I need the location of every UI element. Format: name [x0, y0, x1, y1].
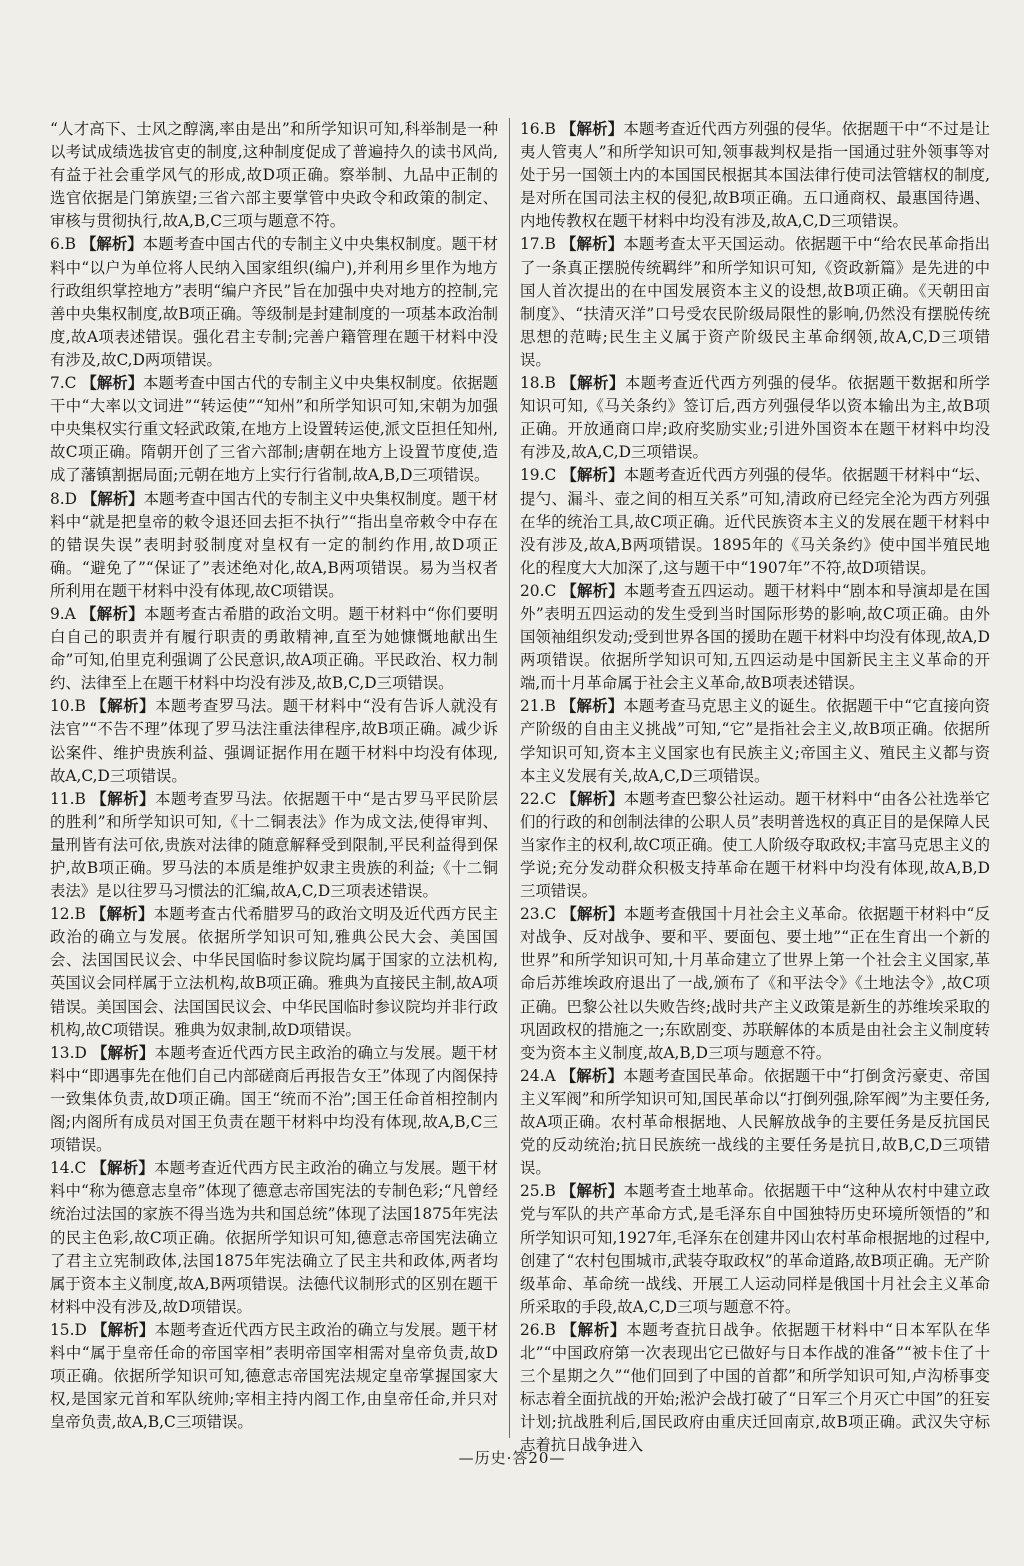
answer-number: 10.B: [50, 697, 86, 716]
answer-number: 7.C: [50, 374, 77, 393]
analysis-tag: 【解析】: [81, 374, 144, 393]
answer-explanation: 本题考查中国古代的专制主义中央集权制度。依据题干中“大率以文词进”“转运使”“知州”和所学知识可知,宋朝为加强中央集权实行重文轻武政策,在地方上设置转运使,派文臣担任知州,故C项正确。隋朝开创了三省六部制;唐朝在地方上设置节度使,造成了藩镇割据局面;元朝在地方上实行行省制,故A,B,D三项错误。: [50, 374, 498, 485]
answer-explanation: 本题考查太平天国运动。依据题干中“给农民革命指出了一条真正摆脱传统羁绊”和所学知识可知,《资政新篇》是先进的中国人首次提出的在中国发展资本主义的设想,故B项正确。《天朝田亩制度》、“扶清灭洋”口号受农民阶级局限性的影响,仍然没有摆脱传统思想的范畴;民生主义属于资产阶级民主革命纲领,故A,C,D三项错误。: [520, 235, 990, 369]
answer-item: [520, 695, 990, 787]
analysis-tag: 【解析】: [560, 1182, 624, 1201]
answer-explanation: 本题考查古希腊的政治文明。题干材料中“你们要明白自己的职责并有履行职责的勇敢精神,直至为她慷慨地献出生命”可知,伯里克利强调了公民意识,故A项正确。平民政治、权力制约、法律至上在题干材料中均没有涉及,故B,C,D三项错误。: [50, 604, 498, 693]
analysis-tag: 【解析】: [91, 1159, 155, 1178]
answer-item: [50, 1042, 498, 1157]
answer-number: 12.B: [50, 905, 86, 924]
answer-item: [50, 603, 498, 695]
answer-explanation: 本题考查罗马法。依据题干中“是古罗马平民阶层的胜利”和所学知识可知,《十二铜表法》作为成文法,使得审判、量刑皆有法可依,贵族对法律的随意解释受到限制,平民利益得到保护,故B项正确。罗马法的本质是维护奴隶主贵族的利益;《十二铜表法》是以往罗马习惯法的汇编,故A,C,D三项表述错误。: [50, 789, 498, 901]
answer-number: 20.C: [520, 581, 557, 600]
answer-item: [520, 1319, 990, 1458]
analysis-tag: 【解析】: [560, 120, 624, 138]
answer-explanation: 本题考查五四运动。题干材料中“剧本和导演却是在国外”表明五四运动的发生受到当时国际形势的影响,故C项正确。由外国领袖组织发动;受到世界各国的援助在题干材料中均没有体现,故A,D两项错误。依据所学知识可知,五四运动是中国新民主主义革命的开端,而十月革命属于社会主义革命,故B项表述错误。: [520, 581, 990, 693]
answer-explanation: 本题考查土地革命。依据题干中“这种从农村中建立政党与军队的共产革命方式,是毛泽东自中国独特历史环境所领悟的”和所学知识可知,1927年,毛泽东在创建井冈山农村革命根据地的过程中,创建了“农村包围城市,武装夺取政权”的革命道路,故B项正确。无产阶级革命、革命统一战线、开展工人运动同样是俄国十月社会主义革命所采取的手段,故A,C,D三项与题意不符。: [520, 1182, 990, 1316]
answer-item: [520, 788, 990, 903]
answer-item: [50, 1157, 498, 1319]
answer-number: 8.D: [50, 489, 78, 508]
answer-number: 16.B: [520, 120, 556, 138]
answer-number: 9.A: [50, 604, 76, 623]
answer-item: [50, 488, 498, 603]
answer-number: 18.B: [520, 374, 556, 393]
answer-number: 21.B: [520, 697, 556, 716]
analysis-tag: 【解析】: [80, 235, 143, 254]
answer-item: [520, 233, 990, 372]
analysis-tag: 【解析】: [561, 905, 624, 924]
left-column: [50, 118, 498, 1434]
answer-item: [520, 1065, 990, 1180]
answer-number: 19.C: [520, 466, 557, 485]
answer-explanation: 本题考查国民革命。依据题干中“打倒贪污豪吏、帝国主义军阀”和所学知识可知,国民革命以“打倒列强,除军阀”为主要任务,故A项正确。农村革命根据地、人民解放战争的主要任务是反抗国民党的反动统治;抗日民族统一战线的主要任务是抗日,故B,C,D三项错误。: [520, 1066, 990, 1178]
answer-number: 15.D: [50, 1320, 87, 1339]
answer-item: [520, 372, 990, 464]
analysis-tag: 【解析】: [81, 489, 144, 508]
answer-number: 17.B: [520, 235, 556, 254]
answer-item: [520, 464, 990, 579]
answer-number: 22.C: [520, 789, 557, 808]
answer-explanation: 本题考查近代西方民主政治的确立与发展。题干材料中“称为德意志皇帝”体现了德意志帝国宪法的专制色彩;“凡曾经统治过法国的家族不得当选为共和国总统”体现了法国1875年宪法的民主色彩,故C项正确。依据所学知识可知,德意志帝国宪法确立了君主立宪制政体,法国1875年宪法确立了民主共和政体,两者均属于资本主义制度,故A,B两项错误。法德代议制形式的区别在题干材料中没有涉及,故D项错误。: [50, 1159, 498, 1316]
answer-item: [520, 580, 990, 695]
answer-explanation: 本题考查罗马法。题干材料中“没有告诉人就没有法官”“不告不理”体现了罗马法注重法律程序,故B项正确。减少诉讼案件、维护贵族利益、强调证据作用在题干材料中均没有体现,故A,C,D三项错误。: [50, 697, 498, 785]
analysis-tag: 【解析】: [561, 374, 625, 393]
answer-item: [50, 695, 498, 787]
answer-explanation: 本题考查中国古代的专制主义中央集权制度。题干材料中“就是把皇帝的敕令退还回去拒不执行”“指出皇帝敕令中存在的错误失误”表明封驳制度对皇权有一定的制约作用,故D项正确。“避免了”“保证了”表述绝对化,故A,B两项错误。易为当权者所利用在题干材料中没有体现,故C项错误。: [50, 489, 498, 600]
answer-number: 6.B: [50, 235, 76, 254]
analysis-tag: 【解析】: [91, 789, 156, 808]
answer-number: 26.B: [520, 1320, 556, 1339]
answer-number: 14.C: [50, 1159, 87, 1178]
analysis-tag: 【解析】: [561, 1320, 627, 1339]
answer-explanation: 本题考查古代希腊罗马的政治文明及近代西方民主政治的确立与发展。依据所学知识可知,雅典公民大会、美国国会、法国国民议会、中华民国临时参议院均属于国家的立法机构,英国议会同样属于立法机构,故B项正确。雅典为直接民主制,故A项错误。美国国会、法国国民议会、中华民国临时参议院均并非行政机构,故C项错误。雅典为奴隶制,故D项错误。: [50, 905, 498, 1039]
analysis-tag: 【解析】: [81, 604, 144, 623]
analysis-tag: 【解析】: [561, 789, 624, 808]
answer-explanation: 本题考查近代西方民主政治的确立与发展。题干材料中“属于皇帝任命的帝国宰相”表明帝国宰相需对皇帝负责,故D项正确。依据所学知识可知,德意志帝国宪法规定皇帝掌握国家大权,是国家元首和军队统帅;宰相主持内阁工作,由皇帝任命,并只对皇帝负责,故A,B,C三项错误。: [50, 1320, 498, 1432]
analysis-tag: 【解析】: [91, 697, 156, 716]
analysis-tag: 【解析】: [561, 581, 624, 600]
answer-explanation: 本题考查中国古代的专制主义中央集权制度。题干材料中“以户为单位将人民纳入国家组织(编户),并利用乡里作为地方行政组织掌控地方”表明“编户齐民”旨在加强中央对地方的控制,完善中央集权制度,故B项正确。等级制是封建制度的一项基本政治制度,故A项表述错误。强化君主专制;完善户籍管理在题干材料中没有涉及,故C,D两项错误。: [50, 235, 498, 369]
answer-explanation: 本题考查马克思主义的诞生。依据题干中“它直接向资产阶级的自由主义挑战”可知,“它”是指社会主义,故B项正确。依据所学知识可知,资本主义国家也有民族主义;帝国主义、殖民主义都与资本主义发展有关,故A,C,D三项错误。: [520, 697, 990, 785]
answer-item: [520, 1180, 990, 1319]
right-column: [520, 118, 990, 1457]
analysis-tag: 【解析】: [90, 905, 154, 924]
analysis-tag: 【解析】: [91, 1043, 155, 1062]
answer-number: 23.C: [520, 905, 557, 924]
analysis-tag: 【解析】: [560, 697, 624, 716]
analysis-tag: 【解析】: [561, 466, 624, 485]
answer-explanation: 本题考查近代西方列强的侵华。依据题干数据和所学知识可知,《马关条约》签订后,西方列强侵华以资本输出为主,故B项正确。开放通商口岸;政府奖励实业;引进外国资本在题干材料中均没有涉及,故A,C,D三项错误。: [520, 374, 990, 462]
answer-explanation: 本题考查巴黎公社运动。题干材料中“由各公社选举它们的行政的和创制法律的公职人员”表明普选权的真正目的是保障人民当家作主的权利,故C项正确。使工人阶级夺取政权;丰富马克思主义的学说;充分发动群众积极支持革命在题干材料中均没有体现,故A,B,D三项错误。: [520, 789, 990, 901]
answer-item: [50, 788, 498, 903]
answer-number: 24.A: [520, 1066, 556, 1085]
answer-item: [50, 903, 498, 1042]
answer-explanation: “人才高下、士风之醇漓,率由是出”和所学知识可知,科举制是一种以考试成绩选拔官吏的制度,这种制度促成了普遍持久的读书风尚,有益于社会重学风气的形成,故D项正确。察举制、九品中正制的选官依据是门第族望;三省六部主要掌管中央政令和政策的制定、审核与贯彻执行,故A,B,C三项与题意不符。: [50, 120, 498, 231]
answer-item: [50, 233, 498, 372]
answer-explanation: 本题考查抗日战争。依据题干材料中“日本军队在华北”“中国政府第一次表现出它已做好与日本作战的准备”“被卡住了十三个星期之久”“他们回到了中国的首都”和所学知识可知,卢沟桥事变标志着全面抗战的开始;淞沪会战打破了“日军三个月灭亡中国”的狂妄计划;抗战胜利后,国民政府由重庆迁回南京,故B项正确。武汉失守标志着抗日战争进入: [520, 1320, 990, 1455]
answer-number: 13.D: [50, 1043, 87, 1062]
answer-number: 11.B: [50, 789, 86, 808]
analysis-tag: 【解析】: [560, 1066, 624, 1085]
answer-explanation: 本题考查近代西方列强的侵华。依据题干中“不过是让夷人管夷人”和所学知识可知,领事裁判权是指一国通过驻外领事等对处于另一国领土内的本国国民根据其本国法律行使司法管辖权的制度,是对所在国司法主权的侵犯,故B项正确。五口通商权、最惠国待遇、内地传教权在题干材料中均没有涉及,故A,C,D三项错误。: [520, 120, 990, 231]
column-divider: [509, 118, 510, 1438]
page-footer: —历史·答20—: [458, 1449, 566, 1467]
analysis-tag: 【解析】: [91, 1320, 155, 1339]
answer-item: [50, 372, 498, 487]
analysis-tag: 【解析】: [560, 235, 624, 254]
answer-number: 25.B: [520, 1182, 556, 1201]
answer-item: [520, 903, 990, 1065]
answer-item: [520, 118, 990, 233]
answer-item: [50, 1319, 498, 1434]
answer-explanation: 本题考查近代西方列强的侵华。依据题干材料中“坛、提勺、漏斗、壶之间的相互关系”可知,清政府已经完全沦为西方列强在华的统治工具,故C项正确。近代民族资本主义的发展在题干材料中没有涉及,故A,B两项错误。1895年的《马关条约》使中国半殖民地化的程度大大加深了,这与题干中“1907年”不符,故D项错误。: [520, 466, 990, 577]
answer-explanation: 本题考查俄国十月社会主义革命。依据题干材料中“反对战争、反对战争、要和平、要面包、要土地”“正在生育出一个新的世界”和所学知识可知,十月革命建立了世界上第一个社会主义国家,革命后苏维埃政府退出了一战,颁布了《和平法令》《土地法令》,故C项正确。巴黎公社以失败告终;战时共产主义政策是新生的苏维埃采取的巩固政权的措施之一;东欧剧变、苏联解体的本质是由社会主义制度转变为资本主义制度,故A,B,D三项与题意不符。: [520, 905, 990, 1062]
answer-explanation: 本题考查近代西方民主政治的确立与发展。题干材料中“即遇事先在他们自己内部磋商后再报告女王”体现了内阁保持一致集体负责,故D项正确。国王“统而不治”;国王任命首相控制内阁;内阁所有成员对国王负责在题干材料中均没有体现,故A,B,C三项错误。: [50, 1043, 498, 1155]
answer-item: [50, 118, 498, 233]
